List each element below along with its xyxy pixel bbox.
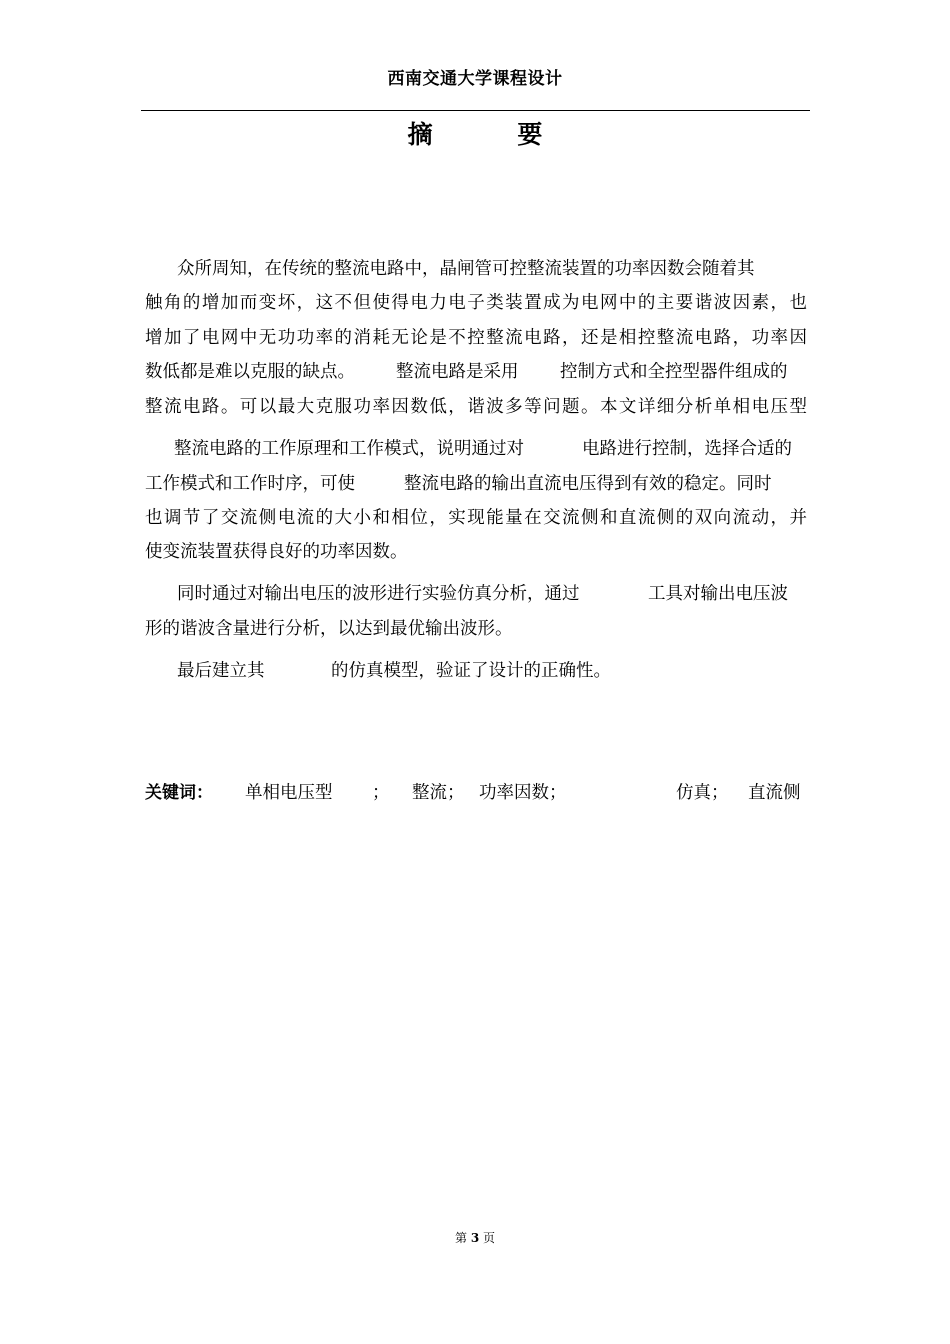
paragraph-line: 也调节了交流侧电流的大小和相位，实现能量在交流侧和直流侧的双向流动，并: [145, 508, 807, 528]
page-prefix: 第: [454, 1231, 467, 1245]
paragraph-line: 整流电路的工作原理和工作模式，说明通过对: [174, 439, 524, 459]
paragraph-line: 形的谐波含量进行分析，以达到最优输出波形。: [145, 619, 513, 639]
keyword: 仿真；: [676, 783, 729, 803]
paragraph-line: 控制方式和全控型器件组成的: [560, 362, 788, 382]
paragraph-line: 同时通过对输出电压的波形进行实验仿真分析，通过: [177, 584, 580, 604]
paragraph-line: 的仿真模型，验证了设计的正确性。: [331, 661, 611, 681]
keyword: 整流；: [412, 783, 465, 803]
paragraph-line: 电路进行控制，选择合适的: [582, 439, 792, 459]
header-title: 西南交通大学课程设计: [387, 69, 563, 89]
paragraph-line: 工具对输出电压波: [648, 584, 788, 604]
paragraph-line: 使变流装置获得良好的功率因数。: [145, 542, 408, 562]
paragraph-line: 数低都是难以克服的缺点。: [145, 362, 355, 382]
paragraph-line: 触角的增加而变坏，这不但使得电力电子类装置成为电网中的主要谐波因素，也: [145, 293, 807, 313]
paragraph-line: 工作模式和工作时序，可使: [145, 474, 355, 494]
page-number-value: 3: [470, 1231, 480, 1245]
keyword: 功率因数；: [479, 783, 567, 803]
keyword: 直流侧: [748, 783, 801, 803]
paragraph-line: 增加了电网中无功功率的消耗无论是不控整流电路，还是相控整流电路，功率因: [145, 328, 807, 348]
keywords-label: 关键词：: [145, 783, 213, 803]
abstract-title: 摘 要: [407, 120, 581, 149]
page-suffix: 页: [483, 1231, 496, 1245]
header-divider: [141, 110, 810, 111]
keyword: ；: [372, 783, 390, 803]
paragraph-line: 众所周知，在传统的整流电路中，晶闸管可控整流装置的功率因数会随着其: [177, 259, 755, 279]
paragraph-line: 最后建立其: [177, 661, 265, 681]
page-number: [0, 1230, 950, 1246]
paragraph-line: 整流电路的输出直流电压得到有效的稳定。同时: [404, 474, 772, 494]
paragraph-line: 整流电路。可以最大克服功率因数低，谐波多等问题。本文详细分析单相电压型: [145, 397, 807, 417]
keyword: 单相电压型: [245, 783, 333, 803]
paragraph-line: 整流电路是采用: [396, 362, 519, 382]
